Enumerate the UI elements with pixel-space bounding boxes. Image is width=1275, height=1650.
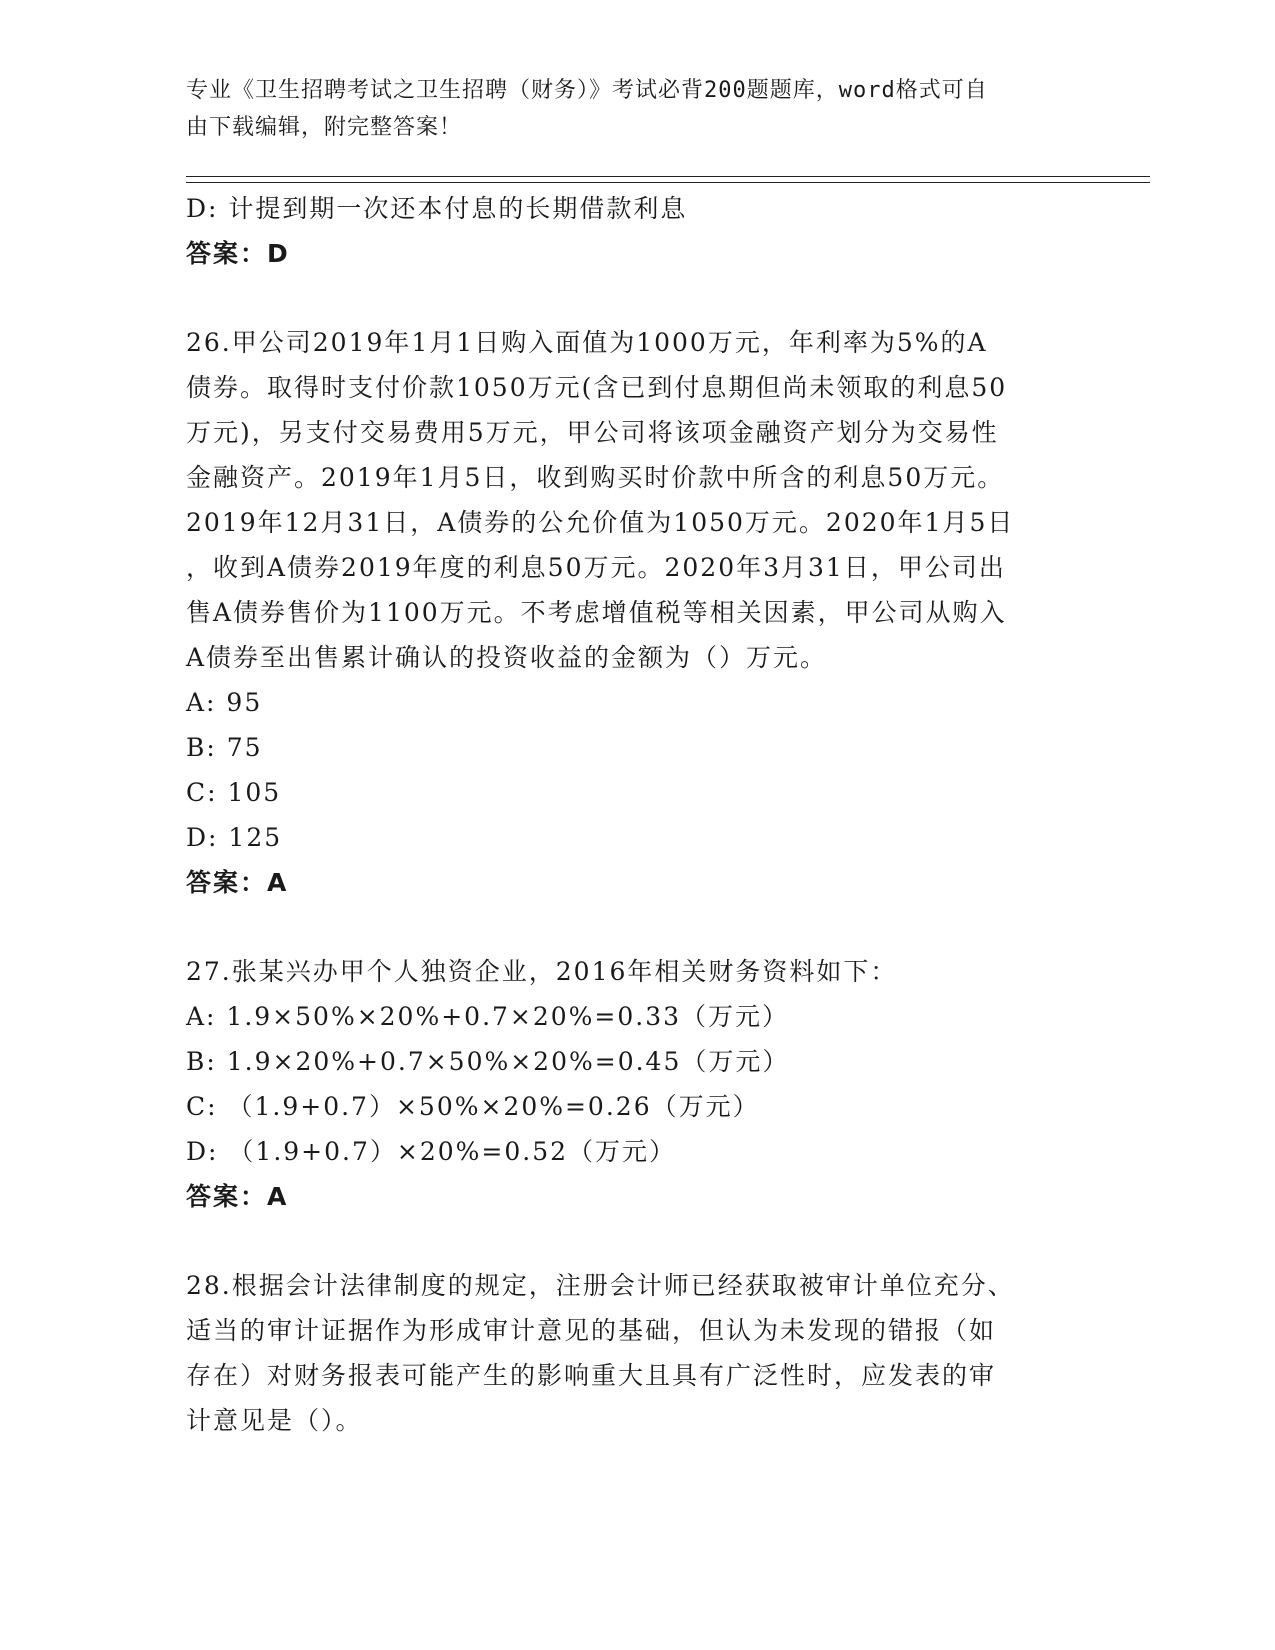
question-line: 售A债券售价为1100万元。不考虑增值税等相关因素，甲公司从购入 xyxy=(186,598,1007,627)
option-line: A: 1.9×50%×20%+0.7×20%=0.33（万元） xyxy=(186,1002,790,1031)
question-line: 存在）对财务报表可能产生的影响重大且具有广泛性时，应发表的审 xyxy=(186,1361,997,1390)
question-27 xyxy=(186,949,1076,1219)
header-line: 由下载编辑，附完整答案！ xyxy=(186,115,463,140)
question-line: ，收到A债券2019年度的利息50万元。2020年3月31日，甲公司出 xyxy=(186,553,1006,582)
option-line: B: 1.9×20%+0.7×50%×20%=0.45（万元） xyxy=(186,1047,790,1076)
header-rule xyxy=(186,176,1150,177)
option-line: B: 75 xyxy=(186,733,263,762)
question-line: 金融资产。2019年1月5日，收到购买时价款中所含的利息50万元。 xyxy=(186,463,1005,492)
question-line: A债券至出售累计确认的投资收益的金额为（）万元。 xyxy=(186,643,828,672)
page-header xyxy=(186,72,1066,146)
question-26 xyxy=(186,320,1076,905)
question-line: 债券。取得时支付价款1050万元(含已到付息期但尚未领取的利息50 xyxy=(186,373,1008,402)
question-line: 28.根据会计法律制度的规定，注册会计师已经获取被审计单位充分、 xyxy=(186,1271,1015,1300)
question-line: 27.张某兴办甲个人独资企业，2016年相关财务资料如下： xyxy=(186,957,898,986)
option-line: D: 计提到期一次还本付息的长期借款利息 xyxy=(186,194,688,223)
question-line: 适当的审计证据作为形成审计意见的基础，但认为未发现的错报（如 xyxy=(186,1316,997,1345)
header-line: 专业《卫生招聘考试之卫生招聘（财务）》考试必背200题题库，word格式可自 xyxy=(186,78,988,103)
option-line: C: 105 xyxy=(186,778,282,807)
question-line: 26.甲公司2019年1月1日购入面值为1000万元，年利率为5%的A xyxy=(186,328,988,357)
question-28 xyxy=(186,1263,1076,1443)
question-line: 万元)，另支付交易费用5万元，甲公司将该项金融资产划分为交易性 xyxy=(186,418,999,447)
option-line: C: （1.9+0.7）×50%×20%=0.26（万元） xyxy=(186,1092,760,1121)
answer-line: 答案：A xyxy=(186,868,289,897)
answer-line: 答案：D xyxy=(186,239,290,268)
question-line: 2019年12月31日，A债券的公允价值为1050万元。2020年1月5日 xyxy=(186,508,1015,537)
question-content xyxy=(186,186,1076,1443)
answer-line: 答案：A xyxy=(186,1182,289,1211)
option-line: D: （1.9+0.7）×20%=0.52（万元） xyxy=(186,1137,677,1166)
question-line: 计意见是（）。 xyxy=(186,1406,363,1435)
option-line: A: 95 xyxy=(186,688,263,717)
header-rule xyxy=(186,182,1150,183)
option-line: D: 125 xyxy=(186,823,283,852)
